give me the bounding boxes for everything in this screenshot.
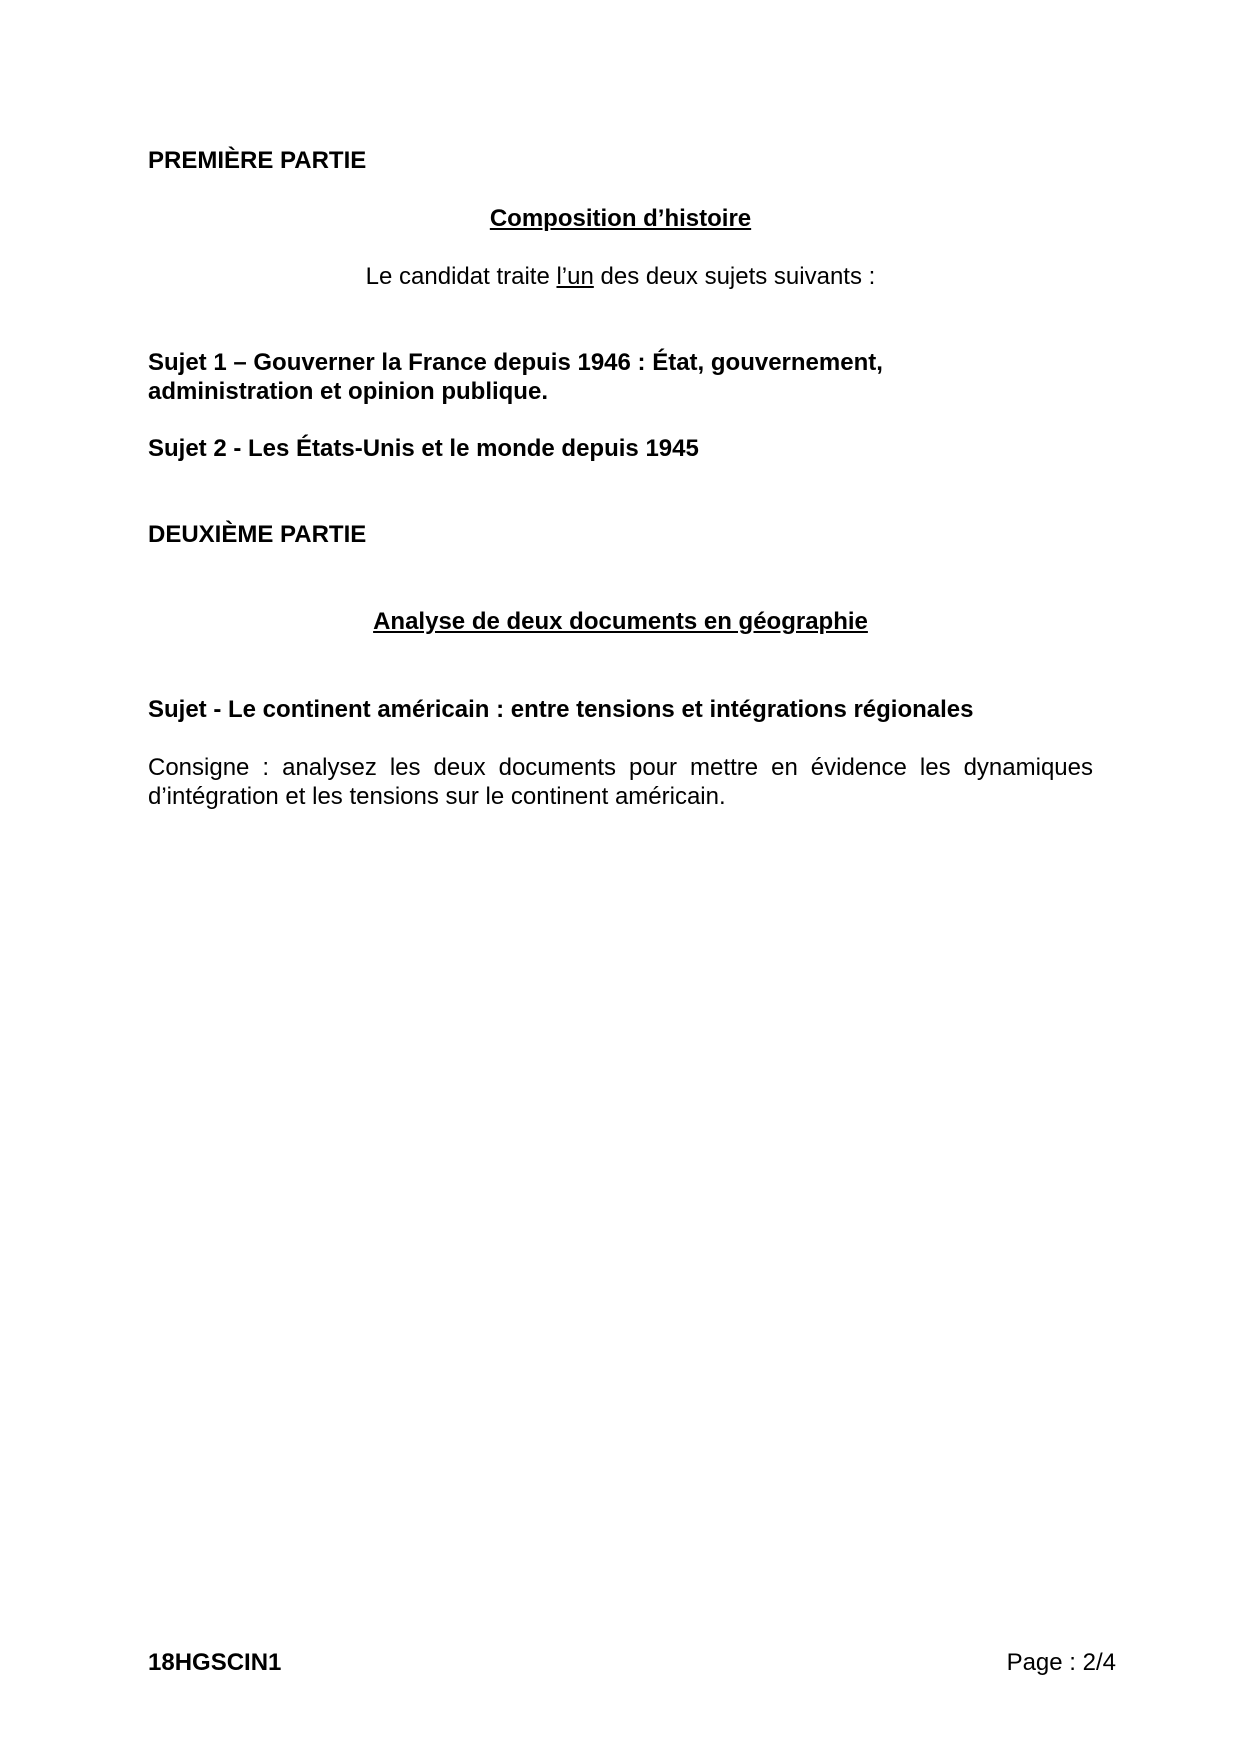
footer-code: 18HGSCIN1 [148,1649,282,1676]
part1-heading: PREMIÈRE PARTIE [148,147,367,174]
part2-consigne: Consigne : analysez les deux documents pour mettre en évidence les dynamiques d’intégration et les tensions sur le continent américain. [148,754,1093,810]
part2-title-text: Analyse de deux documents en géographie [373,608,868,635]
part1-title [148,204,1093,233]
instruction-emphasis: l’un [556,263,594,290]
subject1 [148,348,883,406]
subject1-line2: administration et opinion publique. [148,378,548,405]
part1-title-text: Composition d’histoire [489,205,752,232]
part2-heading: DEUXIÈME PARTIE [148,521,367,548]
subject1-line1: Sujet 1 – Gouverner la France depuis 1946 : État, gouvernement, [148,349,883,376]
instruction-after: des deux sujets suivants : [593,263,876,290]
part1-instruction [148,262,1093,291]
instruction-before: Le candidat traite [365,263,557,290]
footer-page-number: Page : 2/4 [1006,1649,1116,1676]
subject2: Sujet 2 - Les États-Unis et le monde depuis 1945 [148,435,699,462]
part2-title [148,607,1093,636]
part2-subject: Sujet - Le continent américain : entre tensions et intégrations régionales [148,696,974,723]
